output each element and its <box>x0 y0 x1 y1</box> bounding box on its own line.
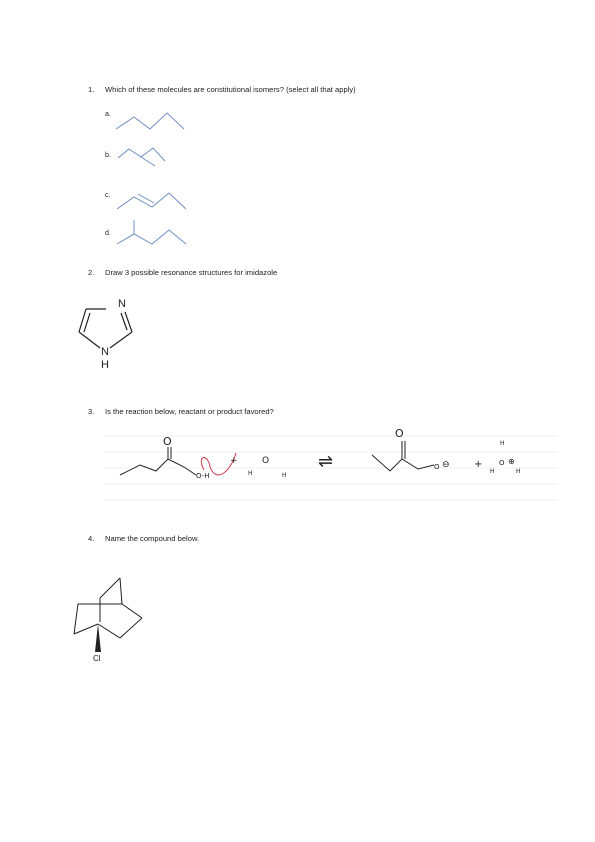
imidazole-double-bond <box>84 313 90 332</box>
hydronium-h-top: H <box>500 440 505 447</box>
imidazole-h: H <box>101 359 109 371</box>
question-4 <box>88 534 199 543</box>
bridge-bond <box>120 578 122 604</box>
option-d-label: d. <box>105 230 111 237</box>
molecule-c-double-bond <box>138 194 154 203</box>
hydronium-h-left: H <box>490 468 495 475</box>
question-3 <box>88 407 274 416</box>
product-carbonyl-o: O <box>395 427 404 440</box>
question-number: 3. <box>88 407 95 416</box>
question-number: 2. <box>88 268 95 277</box>
product-o-minus: O <box>434 463 440 471</box>
option-a-label: a. <box>105 111 111 118</box>
question-text: Name the compound below. <box>105 534 200 543</box>
question-1 <box>88 85 356 94</box>
bicyclooctane-structure <box>60 570 160 670</box>
reactant-oh: O-H <box>196 472 210 480</box>
hydronium-h-right: H <box>516 468 521 475</box>
question-number: 4. <box>88 534 95 543</box>
wedge-bond <box>95 624 101 652</box>
question-2 <box>88 268 277 277</box>
imidazole-n-top: N <box>118 298 126 310</box>
minus-charge: ⊖ <box>442 460 450 470</box>
molecule-c-chain <box>117 193 186 209</box>
reaction-sketch <box>100 425 560 505</box>
imidazole-n-bottom: N <box>101 346 109 358</box>
bridge-bond <box>74 624 98 634</box>
bridge-bond <box>122 604 142 618</box>
option-b-label: b. <box>105 152 111 159</box>
question-text: Which of these molecules are constitutional isomers? (select all that apply) <box>105 85 356 94</box>
reactant-carbonyl-o: O <box>163 435 172 448</box>
question-text: Is the reaction below, reactant or product favored? <box>105 407 274 416</box>
option-c-label: c. <box>105 192 111 199</box>
plus-sign: + <box>474 459 483 470</box>
bridge-bond <box>120 618 142 638</box>
water-h-right: H <box>282 472 287 479</box>
molecule-a-chain <box>116 113 184 129</box>
water-h-left: H <box>248 470 253 477</box>
question-number: 1. <box>88 85 95 94</box>
reactant-chain <box>120 459 196 475</box>
molecule-d-chain <box>117 230 186 244</box>
imidazole-bond <box>79 332 100 348</box>
molecule-b-chain <box>118 148 165 161</box>
chloro-substituent: Cl <box>93 654 101 663</box>
imidazole-structure <box>70 292 150 377</box>
plus-sign: + <box>230 456 238 466</box>
molecule-c-structure <box>112 185 192 215</box>
bridge-bond <box>100 578 120 598</box>
equilibrium-arrow: ⇌ <box>318 451 334 472</box>
product-chain <box>372 455 434 471</box>
imidazole-bond <box>110 332 132 348</box>
molecule-b-branch <box>141 157 155 166</box>
water-oxygen: O <box>262 456 270 466</box>
molecule-b-structure <box>115 140 175 170</box>
question-text: Draw 3 possible resonance structures for imidazole <box>105 268 278 277</box>
molecule-a-structure <box>110 105 190 135</box>
bridge-bond <box>74 604 78 634</box>
plus-charge: ⊕ <box>508 457 515 466</box>
hydronium-oxygen: O <box>499 459 505 467</box>
bridge-bond <box>98 624 120 638</box>
molecule-d-structure <box>112 218 192 248</box>
